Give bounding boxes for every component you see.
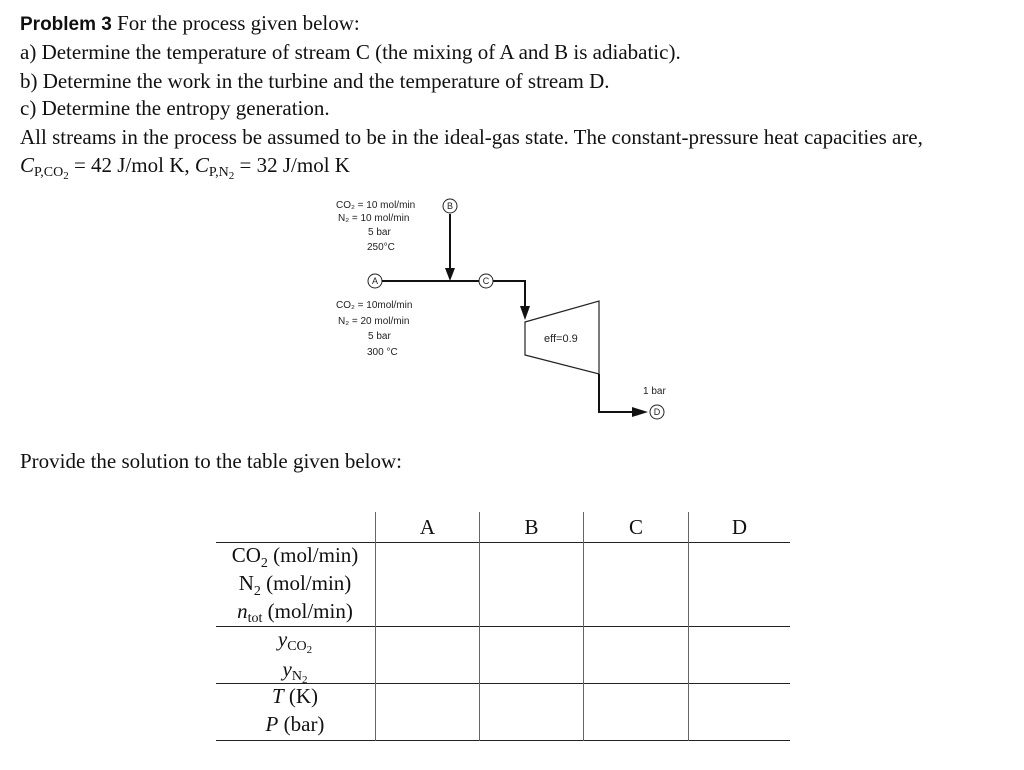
row-label-y-n2: $y_{N_2}$ [282,657,308,686]
stream-a-pressure: 5 bar [368,331,391,342]
ntot-symbol: $n_{tot}$ [237,599,263,626]
stream-a-temperature: 300 °C [367,347,398,358]
column-header-b: B [524,515,539,539]
table-rule-bottom [216,740,790,741]
solution-table [216,512,790,742]
table-column-divider-3 [583,512,584,741]
column-header-a: A [419,515,436,539]
stream-b-co2: CO₂ = 10 mol/min [336,200,416,211]
cp-co2-symbol: $C_{P,CO_2}$ [20,153,69,182]
part-c: c) Determine the entropy generation. [20,96,330,120]
problem-label: Problem 3 [20,14,112,35]
column-header-d: D [731,515,748,539]
row-label-co2 [216,543,374,572]
n2-unit: (mol/min) [266,571,352,595]
co2-unit: (mol/min) [273,543,359,567]
stream-a-node-label: A [371,276,379,286]
co2-formula: $CO_2$ [231,543,268,572]
row-label-ntot [216,599,374,627]
table-prompt: Provide the solution to the table given below: [20,449,403,473]
row-label-pressure: P (bar) [265,712,325,736]
assumption-text: All streams in the process be assumed to be in the ideal-gas state. The constant-pressure heat capacities are, [20,125,923,149]
stream-a-co2: CO₂ = 10mol/min [336,300,413,311]
table-column-divider-1 [375,512,376,741]
part-a: a) Determine the temperature of stream C (the mixing of A and B is adiabatic). [20,40,681,64]
stream-c-arrow [520,306,530,320]
table-rule-3 [216,683,790,684]
table-rule-2 [216,626,790,627]
stream-a-n2: N₂ = 20 mol/min [338,316,410,327]
stream-d-pressure: 1 bar [643,386,666,397]
column-header-c: C [628,515,643,539]
stream-b-node-label: B [446,201,454,211]
ntot-unit: (mol/min) [267,599,353,623]
cp-n2-value: = 32 J/mol K [239,153,350,177]
stream-b-pressure: 5 bar [368,227,391,238]
cp-co2-value: = 42 J/mol K, [73,153,190,177]
problem-intro: For the process given below: [117,11,360,35]
row-label-y-co2: $y_{CO_2}$ [277,627,313,656]
part-b: b) Determine the work in the turbine and the temperature of stream D. [20,69,610,93]
stream-b-arrow [445,268,455,281]
n2-formula: $N_2$ [238,571,261,600]
table-column-divider-4 [688,512,689,741]
turbine-efficiency: eff=0.9 [544,333,578,345]
stream-c-node-label: C [482,276,490,286]
row-label-temperature: T (K) [271,684,319,708]
stream-d-node-label: D [653,407,661,417]
cp-n2-symbol: $C_{P,N_2}$ [194,153,235,182]
row-label-n2 [216,571,374,600]
stream-b-n2: N₂ = 10 mol/min [338,213,410,224]
table-column-divider-2 [479,512,480,741]
stream-d-arrow [632,407,648,417]
table-rule-header [216,542,790,543]
stream-b-temperature: 250°C [367,242,395,253]
